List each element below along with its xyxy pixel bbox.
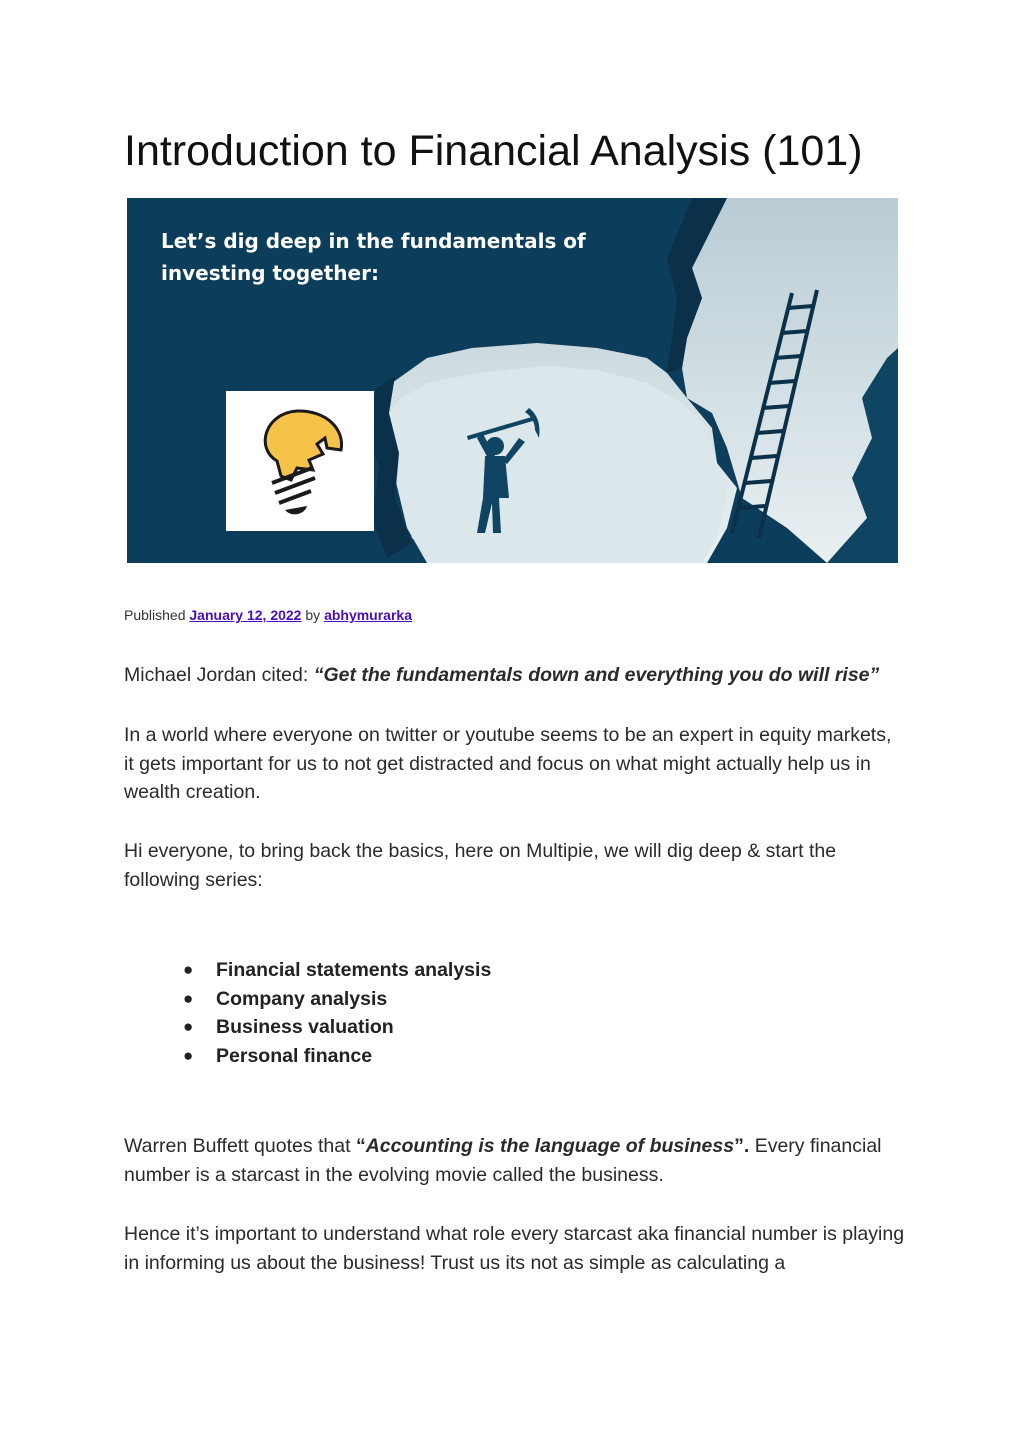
hero-caption-line-1: Let’s dig deep in the fundamentals of — [161, 229, 586, 253]
multipie-logo — [226, 391, 374, 531]
series-list — [183, 956, 491, 1070]
author-link[interactable]: abhymurarka — [324, 607, 412, 623]
bullet-icon: ● — [183, 988, 194, 1008]
buffett-quote: Accounting is the language of business — [365, 1135, 735, 1157]
by-label: by — [305, 607, 321, 623]
intro-paragraph: In a world where everyone on twitter or youtube seems to be an expert in equity markets, it gets important for us to not get distracted and focus on what might actually help us in wealth creation. — [124, 724, 892, 803]
series-intro-paragraph: Hi everyone, to bring back the basics, here on Multipie, we will dig deep & start the following series: — [124, 840, 837, 891]
page-title: Introduction to Financial Analysis (101) — [124, 127, 863, 175]
bullet-icon: ● — [183, 1017, 194, 1036]
hero-illustration — [127, 198, 898, 563]
bullet-icon: ● — [183, 1045, 194, 1065]
published-label: Published — [124, 607, 186, 623]
quote-intro: Michael Jordan cited: — [124, 664, 314, 686]
post-date-link[interactable]: January 12, 2022 — [189, 607, 302, 623]
list-item: ● Financial statements analysis — [183, 956, 491, 985]
list-item: ● Personal finance — [183, 1042, 491, 1071]
post-meta — [124, 605, 412, 625]
jordan-quote-paragraph — [124, 661, 906, 690]
list-item: ● Company analysis — [183, 985, 491, 1014]
buffett-paragraph: Warren Buffett quotes that “Accounting is the language of business”. Every financial number is a starcast in the evolving movie called the business. — [124, 1135, 882, 1186]
starcast-paragraph: Hence it’s important to understand what role every starcast aka financial number is playing in informing us about the business! Trust us its not as simple as calculating a — [124, 1223, 905, 1274]
hero-banner-image — [127, 198, 898, 563]
list-item: ● Business valuation — [183, 1013, 491, 1042]
hero-caption-line-2: investing together: — [161, 261, 379, 285]
jordan-quote: “Get the fundamentals down and everything you do will rise” — [313, 664, 880, 686]
bullet-icon: ● — [183, 960, 194, 979]
